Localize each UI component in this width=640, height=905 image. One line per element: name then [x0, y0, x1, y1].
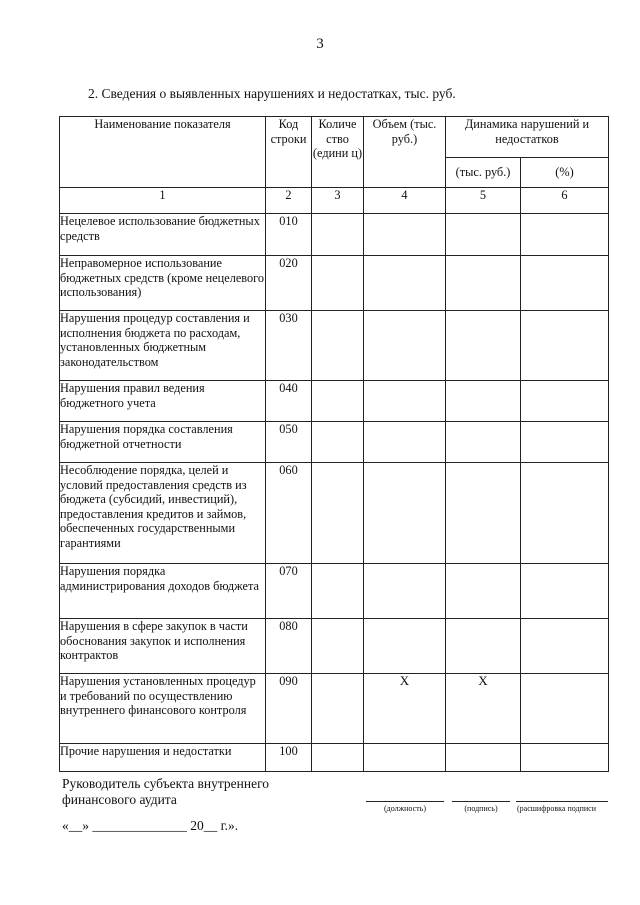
row-dyn-percent	[521, 674, 609, 744]
row-dyn-thousand	[446, 744, 521, 772]
row-name: Несоблюдение порядка, целей и условий предоставления средств из бюджета (субсидий, инвестиций), предоставления кредитов и займов, обеспеченных государственными гарантиями	[60, 463, 266, 564]
signature-head-label: Руководитель субъекта внутреннего финансового аудита	[62, 776, 270, 807]
table-row	[60, 744, 609, 772]
row-dyn-percent	[521, 311, 609, 381]
row-count	[312, 744, 364, 772]
row-volume	[364, 422, 446, 463]
table-row	[60, 381, 609, 422]
signature-caption: (подпись)	[464, 804, 498, 813]
row-name: Нарушения порядка составления бюджетной отчетности	[60, 422, 266, 463]
column-number: 2	[266, 188, 312, 214]
row-dyn-percent	[521, 422, 609, 463]
row-name: Нарушения в сфере закупок в части обоснования закупок и исполнения контрактов	[60, 619, 266, 674]
decoding-caption: (расшифровка подписи	[517, 804, 596, 813]
position-caption: (должность)	[384, 804, 426, 813]
table-row	[60, 619, 609, 674]
table-row	[60, 564, 609, 619]
date-line: «__» ______________ 20__ г.».	[62, 818, 239, 833]
row-dyn-thousand: Х	[446, 674, 521, 744]
row-volume	[364, 311, 446, 381]
page-number: 3	[316, 36, 324, 52]
section-title: 2. Сведения о выявленных нарушениях и недостатках, тыс. руб.	[88, 86, 456, 101]
row-volume	[364, 744, 446, 772]
header-code: Код строки	[266, 117, 312, 188]
row-dyn-percent	[521, 214, 609, 256]
row-code: 010	[266, 214, 312, 256]
position-line	[366, 801, 444, 802]
row-volume	[364, 463, 446, 564]
row-volume	[364, 619, 446, 674]
row-name: Нецелевое использование бюджетных средств	[60, 214, 266, 256]
header-dyn-thousand: (тыс. руб.)	[446, 158, 521, 188]
table-row	[60, 256, 609, 311]
row-dyn-thousand	[446, 311, 521, 381]
row-code: 100	[266, 744, 312, 772]
row-code: 080	[266, 619, 312, 674]
row-dyn-percent	[521, 619, 609, 674]
row-count	[312, 619, 364, 674]
violations-table	[59, 116, 609, 772]
decoding-line	[516, 801, 608, 802]
row-dyn-percent	[521, 381, 609, 422]
row-code: 060	[266, 463, 312, 564]
row-name: Нарушения порядка администрирования доходов бюджета	[60, 564, 266, 619]
row-count	[312, 463, 364, 564]
row-dyn-thousand	[446, 564, 521, 619]
row-dyn-thousand	[446, 619, 521, 674]
row-count	[312, 422, 364, 463]
row-code: 040	[266, 381, 312, 422]
row-dyn-thousand	[446, 256, 521, 311]
row-count	[312, 256, 364, 311]
row-dyn-percent	[521, 564, 609, 619]
row-dyn-percent	[521, 463, 609, 564]
column-numbers-row	[60, 188, 609, 214]
row-dyn-percent	[521, 256, 609, 311]
row-dyn-thousand	[446, 381, 521, 422]
row-count	[312, 381, 364, 422]
header-name: Наименование показателя	[60, 117, 266, 188]
row-volume	[364, 214, 446, 256]
row-code: 020	[266, 256, 312, 311]
row-code: 070	[266, 564, 312, 619]
row-code: 030	[266, 311, 312, 381]
row-count	[312, 214, 364, 256]
row-count	[312, 311, 364, 381]
row-name: Прочие нарушения и недостатки	[60, 744, 266, 772]
header-dyn-percent: (%)	[521, 158, 609, 188]
table-row	[60, 214, 609, 256]
column-number: 3	[312, 188, 364, 214]
row-volume: Х	[364, 674, 446, 744]
row-dyn-thousand	[446, 422, 521, 463]
header-dynamics: Динамика нарушений и недостатков	[446, 117, 609, 158]
row-count	[312, 564, 364, 619]
column-number: 5	[446, 188, 521, 214]
row-volume	[364, 256, 446, 311]
row-name: Нарушения процедур составления и исполнения бюджета по расходам, установленных бюджетным законодательством	[60, 311, 266, 381]
table-row	[60, 422, 609, 463]
header-volume: Объем (тыс. руб.)	[364, 117, 446, 188]
table-row	[60, 463, 609, 564]
row-code: 050	[266, 422, 312, 463]
row-count	[312, 674, 364, 744]
row-dyn-thousand	[446, 463, 521, 564]
header-count: Количе ство (едини ц)	[312, 117, 364, 188]
row-dyn-percent	[521, 744, 609, 772]
row-name: Нарушения установленных процедур и требований по осуществлению внутреннего финансового контроля	[60, 674, 266, 744]
table-row	[60, 311, 609, 381]
column-number: 6	[521, 188, 609, 214]
row-dyn-thousand	[446, 214, 521, 256]
row-volume	[364, 381, 446, 422]
column-number: 4	[364, 188, 446, 214]
signature-line	[452, 801, 510, 802]
row-name: Нарушения правил ведения бюджетного учета	[60, 381, 266, 422]
table-row	[60, 674, 609, 744]
column-number: 1	[60, 188, 266, 214]
row-name: Неправомерное использование бюджетных средств (кроме нецелевого использования)	[60, 256, 266, 311]
row-code: 090	[266, 674, 312, 744]
row-volume	[364, 564, 446, 619]
